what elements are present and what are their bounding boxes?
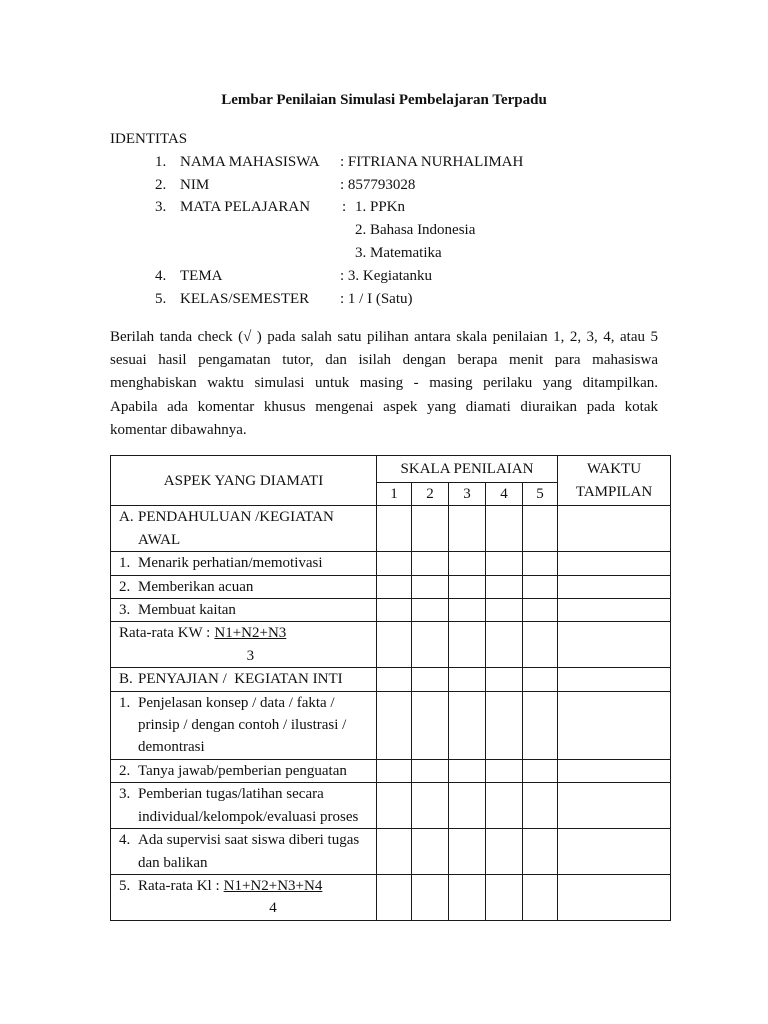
item-marker: 3. [119, 602, 131, 619]
instructions-paragraph [110, 326, 658, 442]
item-marker: 3. [119, 786, 131, 803]
item-line [138, 783, 374, 805]
item-text: PENDAHULUAN /KEGIATAN [138, 509, 334, 526]
identity-number: 5. [155, 290, 167, 307]
item-line [138, 736, 374, 758]
score-1-cell [377, 622, 412, 668]
score-1-cell [377, 874, 412, 920]
item-line [138, 852, 374, 874]
score-1-cell [377, 668, 412, 691]
fraction-denominator: 3 [246, 647, 255, 664]
identity-number: 1. [155, 153, 167, 170]
score-1-cell [377, 506, 412, 552]
identity-colon: : [342, 199, 347, 216]
score-2-cell [412, 783, 449, 829]
instructions-line: Apabila ada komentar khusus mengenai aspek yang diamati diuraikan pada kotak [110, 398, 658, 415]
aspect-header: ASPEK YANG DIAMATI [111, 456, 377, 506]
aspect-cell [111, 506, 377, 552]
aspect-cell [111, 759, 377, 782]
score-3-cell [449, 668, 486, 691]
identity-number: 3. [155, 199, 167, 216]
aspect-item [119, 622, 374, 667]
table-row [111, 759, 671, 782]
score-2-cell [412, 575, 449, 598]
item-text: dan balikan [138, 854, 208, 871]
score-4-cell [486, 783, 523, 829]
instructions-line: menghabiskan waktu simulasi untuk masing - masing perilaku yang ditampilkan. [110, 375, 658, 392]
score-4-cell [486, 668, 523, 691]
waktu-tampilan-cell [558, 759, 671, 782]
item-line [138, 829, 374, 851]
item-line [138, 714, 374, 736]
identity-value: : 3. Kegiatanku [340, 267, 433, 284]
table-row [111, 829, 671, 875]
score-1-cell [377, 783, 412, 829]
score-5-cell [523, 599, 558, 622]
waktu-tampilan-cell [558, 506, 671, 552]
identity-number: 4. [155, 267, 167, 284]
item-text: Ada supervisi saat siswa diberi tugas [138, 832, 360, 849]
time-header-line: WAKTU [586, 461, 642, 478]
item-marker: 1. [119, 694, 131, 711]
score-4-cell [486, 575, 523, 598]
score-3-cell [449, 783, 486, 829]
item-marker: 4. [119, 832, 131, 849]
aspect-item [119, 599, 374, 621]
aspect-cell [111, 622, 377, 668]
score-5-cell [523, 691, 558, 759]
item-marker: 2. [119, 578, 131, 595]
waktu-tampilan-cell [558, 874, 671, 920]
table-row [111, 691, 671, 759]
table-row [111, 622, 671, 668]
table-row [111, 668, 671, 691]
table-row [111, 599, 671, 622]
subject-item: 3. Matematika [355, 244, 442, 261]
identity-row-mata-pelajaran [110, 196, 670, 219]
aspect-item [119, 829, 374, 874]
score-2-cell [412, 599, 449, 622]
score-1-cell [377, 691, 412, 759]
score-3-cell [449, 874, 486, 920]
identity-label: NAMA MAHASISWA [180, 153, 320, 170]
score-4-cell [486, 691, 523, 759]
item-text: demontrasi [138, 739, 205, 756]
item-line [138, 875, 374, 920]
identity-subject-line [110, 219, 670, 242]
score-5-header: 5 [523, 483, 558, 506]
score-2-cell [412, 668, 449, 691]
item-line [138, 668, 374, 690]
instructions-line: komentar dibawahnya. [110, 421, 247, 438]
waktu-tampilan-cell [558, 622, 671, 668]
identity-value: : FITRIANA NURHALIMAH [340, 153, 524, 170]
score-3-cell [449, 691, 486, 759]
score-5-cell [523, 829, 558, 875]
score-4-cell [486, 506, 523, 552]
score-2-cell [412, 691, 449, 759]
score-5-cell [523, 759, 558, 782]
waktu-tampilan-cell [558, 691, 671, 759]
item-line [138, 552, 374, 574]
score-5-cell [523, 668, 558, 691]
item-text: Penjelasan konsep / data / fakta / [138, 694, 335, 711]
assessment-table [110, 455, 671, 921]
instructions-line: Berilah tanda check (√ ) pada salah satu pilihan antara skala penilaian 1, 2, 3, 4, atau 5 [110, 329, 658, 345]
identity-section [110, 128, 670, 310]
identity-label: MATA PELAJARAN [180, 199, 311, 216]
score-2-header: 2 [412, 483, 449, 506]
score-5-cell [523, 552, 558, 575]
table-row [111, 575, 671, 598]
document-title: Lembar Penilaian Simulasi Pembelajaran Terpadu [221, 92, 547, 108]
identity-number: 2. [155, 176, 167, 193]
table-header [111, 456, 671, 506]
item-text: Pemberian tugas/latihan secara [138, 786, 324, 803]
identity-label: NIM [180, 176, 210, 193]
fraction-numerator: N1+N2+N3 [214, 625, 287, 642]
identity-heading: IDENTITAS [110, 131, 188, 147]
score-5-cell [523, 506, 558, 552]
score-5-cell [523, 783, 558, 829]
item-text: prinsip / dengan contoh / ilustrasi / [138, 717, 347, 734]
table-body [111, 506, 671, 920]
item-line [138, 506, 374, 528]
waktu-tampilan-cell [558, 668, 671, 691]
score-1-cell [377, 599, 412, 622]
item-marker: 2. [119, 762, 131, 779]
aspect-item [119, 692, 374, 759]
item-text: Menarik perhatian/memotivasi [138, 555, 323, 572]
fraction [224, 875, 323, 920]
score-2-cell [412, 506, 449, 552]
aspect-cell [111, 783, 377, 829]
scale-header: SKALA PENILAIAN [377, 456, 558, 483]
table-row [111, 874, 671, 920]
aspect-item [119, 783, 374, 828]
score-3-cell [449, 552, 486, 575]
item-marker: A. [119, 509, 134, 526]
item-text: Tanya jawab/pemberian penguatan [138, 762, 347, 779]
identity-subject-line [110, 242, 670, 265]
identity-row-nama [110, 151, 670, 174]
item-text: Rata-rata KW : [119, 625, 211, 642]
identity-row-kelas-semester [110, 288, 670, 311]
score-2-cell [412, 759, 449, 782]
score-2-cell [412, 829, 449, 875]
item-text: Memberikan acuan [138, 578, 254, 595]
aspect-item [119, 552, 374, 574]
time-header [558, 456, 671, 506]
table-row [111, 783, 671, 829]
identity-row-nim [110, 174, 670, 197]
score-1-cell [377, 829, 412, 875]
score-4-cell [486, 874, 523, 920]
score-3-cell [449, 829, 486, 875]
table-row [111, 506, 671, 552]
score-1-cell [377, 552, 412, 575]
score-4-header: 4 [486, 483, 523, 506]
item-marker: 1. [119, 555, 131, 572]
score-3-cell [449, 575, 486, 598]
score-5-cell [523, 874, 558, 920]
fraction-denominator: 4 [269, 900, 277, 917]
score-3-header: 3 [449, 483, 486, 506]
item-line [119, 622, 374, 667]
identity-label: TEMA [180, 267, 223, 284]
aspect-item [119, 576, 374, 598]
item-line [138, 599, 374, 621]
score-1-header: 1 [377, 483, 412, 506]
item-line [138, 576, 374, 598]
score-1-cell [377, 575, 412, 598]
time-header-line: TAMPILAN [575, 483, 653, 500]
score-5-cell [523, 575, 558, 598]
score-2-cell [412, 874, 449, 920]
item-line [138, 806, 374, 828]
item-text: PENYAJIAN / KEGIATAN INTI [138, 671, 343, 688]
table-header-row [111, 456, 671, 483]
item-line [138, 692, 374, 714]
score-4-cell [486, 829, 523, 875]
score-1-cell [377, 759, 412, 782]
item-text: Rata-rata Kl : [138, 877, 220, 894]
score-4-cell [486, 759, 523, 782]
aspect-cell [111, 599, 377, 622]
aspect-cell [111, 691, 377, 759]
waktu-tampilan-cell [558, 575, 671, 598]
score-3-cell [449, 622, 486, 668]
item-marker: 5. [119, 877, 131, 894]
waktu-tampilan-cell [558, 783, 671, 829]
aspect-item [119, 875, 374, 920]
score-2-cell [412, 622, 449, 668]
aspect-item [119, 506, 374, 551]
instructions-line: sesuai hasil pengamatan tutor, dan isilah dengan berapa menit para mahasiswa [110, 352, 658, 369]
item-line [138, 760, 374, 782]
aspect-cell [111, 575, 377, 598]
identity-row-tema [110, 265, 670, 288]
item-text: Membuat kaitan [138, 602, 236, 619]
identity-value: : 857793028 [340, 176, 416, 193]
score-5-cell [523, 622, 558, 668]
score-3-cell [449, 759, 486, 782]
waktu-tampilan-cell [558, 552, 671, 575]
waktu-tampilan-cell [558, 829, 671, 875]
aspect-cell [111, 874, 377, 920]
fraction-numerator: N1+N2+N3+N4 [223, 877, 323, 894]
score-3-cell [449, 506, 486, 552]
aspect-cell [111, 668, 377, 691]
subject-item: 2. Bahasa Indonesia [355, 222, 476, 239]
score-4-cell [486, 622, 523, 668]
aspect-cell [111, 552, 377, 575]
table-row [111, 552, 671, 575]
aspect-item [119, 668, 374, 690]
fraction [214, 622, 286, 667]
score-4-cell [486, 552, 523, 575]
item-line [138, 529, 374, 551]
score-3-cell [449, 599, 486, 622]
identity-value: : 1 / I (Satu) [340, 290, 413, 307]
waktu-tampilan-cell [558, 599, 671, 622]
score-4-cell [486, 599, 523, 622]
item-text: individual/kelompok/evaluasi proses [138, 808, 359, 825]
item-marker: B. [119, 671, 133, 688]
item-text: AWAL [138, 531, 181, 548]
aspect-cell [111, 829, 377, 875]
identity-label: KELAS/SEMESTER [180, 290, 310, 307]
aspect-item [119, 760, 374, 782]
score-2-cell [412, 552, 449, 575]
subject-item: 1. PPKn [355, 199, 406, 216]
